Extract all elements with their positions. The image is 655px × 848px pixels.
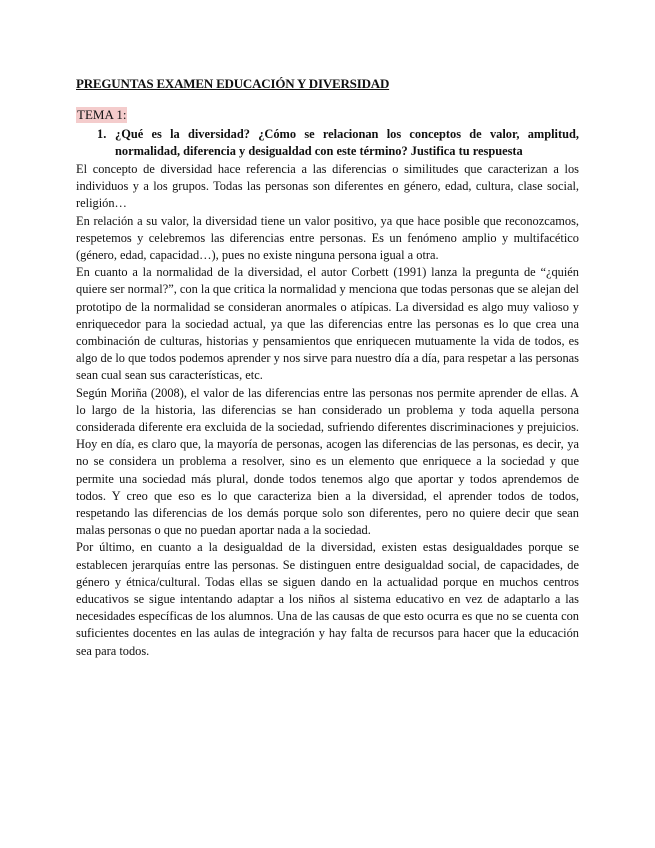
question-text: ¿Qué es la diversidad? ¿Cómo se relacionan los conceptos de valor, amplitud, normalidad, diferencia y desigualdad con este término? Justifica tu respuesta bbox=[115, 127, 579, 158]
paragraph-definition: El concepto de diversidad hace referencia a las diferencias o similitudes que caracterizan a los individuos y a los grupos. Todas las personas son diferentes en género, edad, cultura, clase social, religión… bbox=[76, 162, 579, 211]
paragraph-normality: En cuanto a la normalidad de la diversidad, el autor Corbett (1991) lanza la pregunta de “¿quién quiere ser normal?”, con la que critica la normalidad y menciona que todas personas que se alejan del prototipo de la normalidad se consideran anormales o atípicas. La diversidad es algo muy valioso y enriquecedor para la sociedad actual, ya que las diferencias entre las personas es lo que crea una combinación de culturas, historias y pensamientos que enriquecen mutuamente la vida de todos, es algo de lo que todos podemos aprender y nos sirve para nuestro día a día, para respetar a las personas sean cual sean sus características, etc. bbox=[76, 265, 579, 383]
document-title: PREGUNTAS EXAMEN EDUCACIÓN Y DIVERSIDAD bbox=[76, 76, 390, 91]
section-label: TEMA 1: bbox=[77, 107, 127, 122]
question-number: 1. bbox=[97, 127, 107, 141]
paragraph-inequality: Por último, en cuanto a la desigualdad de la diversidad, existen estas desigualdades porque se establecen jerarquías entre las personas. Se distinguen entre desigualdad social, de capacidades, de género y étnica/cultural. Todas ellas se siguen dando en la actualidad porque en muchos centros educativos se sigue intentando adaptar a los niños al sistema educativo en vez de adaptarlo a las necesidades específicas de los alumnos. Una de las causas de que esto ocurra es que no se cuenta con suficientes docentes en las aulas de integración y hay falta de recursos para hacer que la educación sea para todos. bbox=[76, 540, 579, 658]
paragraph-value: En relación a su valor, la diversidad tiene un valor positivo, ya que hace posible que reconozcamos, respetemos y celebremos las diferencias entre personas. Es un fenómeno amplio y multifacético (género, edad, capacidad…), pues no existe ninguna persona igual a otra. bbox=[76, 213, 579, 263]
question-heading bbox=[76, 126, 579, 160]
paragraph-difference: Según Moriña (2008), el valor de las diferencias entre las personas nos permite aprender de ellas. A lo largo de la historia, las diferencias se han considerado un problema y toda aquella persona considerada diferente era excluida de la sociedad, sufriendo diferentes discriminaciones y prejuicios. Hoy en día, es claro que, la mayoría de personas, acogen las diferencias de las personas, es decir, ya no se considera un problema a resolver, sino es un elemento que enriquece a la sociedad y que permite una sociedad más plural, donde todos tenemos algo que aportar y todos aprendemos de todos. Y creo que eso es lo que caracteriza bien a la diversidad, el aprender todos de todos, respetando las diferencias de los demás porque solo son diferentes, pero no quiere decir que sean malas personas o que no puedan aportar nada a la sociedad. bbox=[76, 385, 579, 538]
